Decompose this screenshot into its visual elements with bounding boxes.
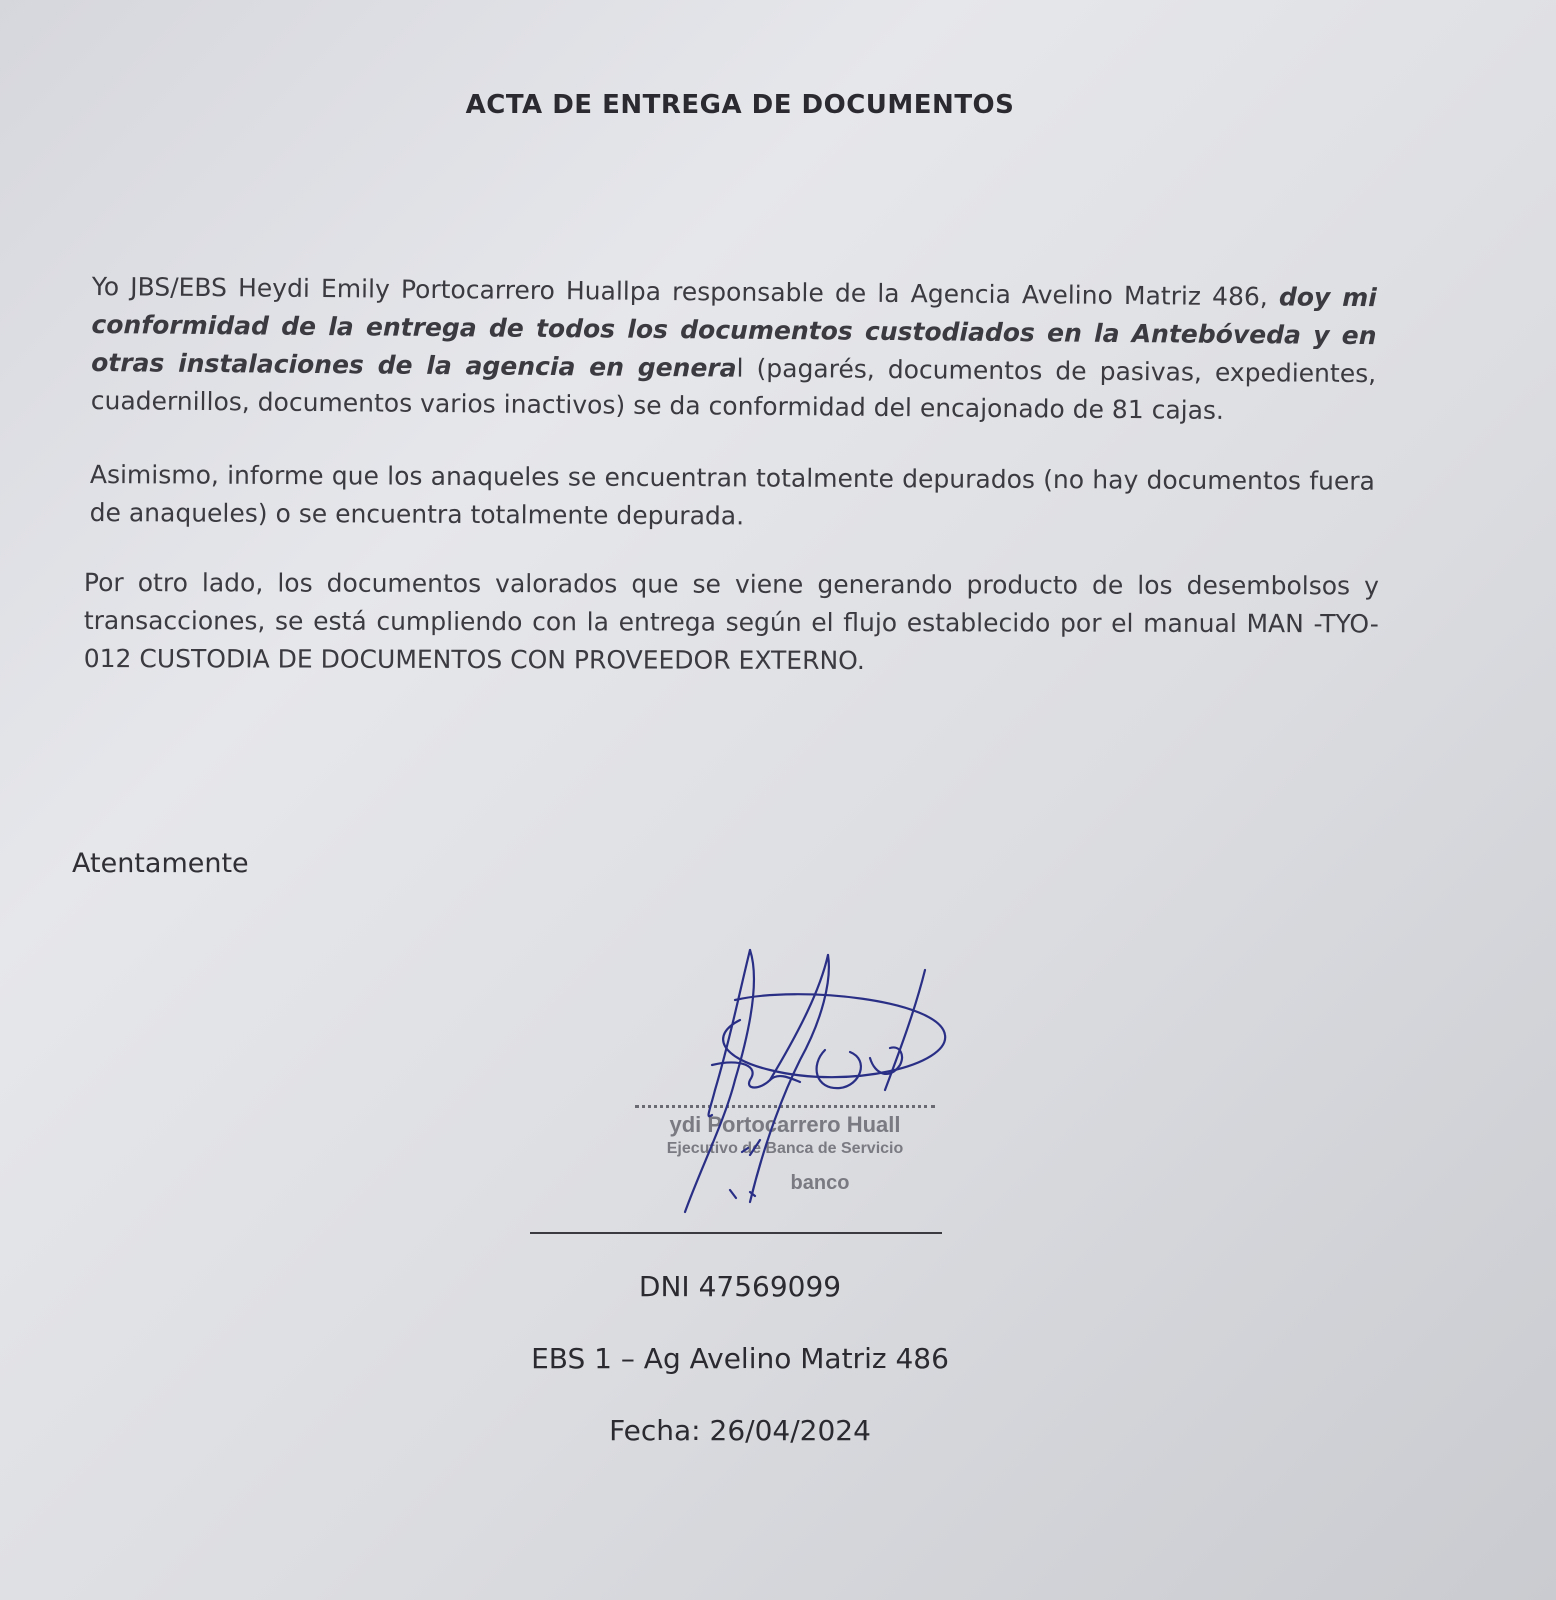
paragraph-valued-documents: Por otro lado, los documentos valorados que se viene generando producto de los desembolsos y transacciones, se está cumpliendo con la entrega según el flujo establecido por el manual MAN -TYO- 012 CUSTODIA DE DOCUMENTOS CON PROVEEDOR EXTERNO. xyxy=(83,568,1379,676)
signer-dni: DNI 47569099 xyxy=(638,1270,842,1303)
signature-block xyxy=(600,940,980,1220)
handwritten-signature xyxy=(600,940,980,1220)
stamp-role: Ejecutivo de Banca de Servicio xyxy=(666,1140,904,1157)
stamp-bank: banco xyxy=(790,1172,850,1194)
paragraph-conformity-rest: l (pagarés, documentos de pasivas, expedientes, cuadernillos, documentos varios inactivos) se da conformidad del encajonado de 81 cajas. xyxy=(90,353,1377,425)
paragraph-shelves: Asimismo, informe que los anaqueles se encuentran totalmente depurados (no hay documentos fuera de anaqueles) o se encuentra totalmente depurada. xyxy=(89,459,1375,531)
closing-text: Atentamente xyxy=(72,848,249,879)
signer-date: Fecha: 26/04/2024 xyxy=(609,1414,871,1447)
stamp-name: ydi Portocarrero Huall xyxy=(669,1112,901,1137)
paragraph-conformity-intro: Yo JBS/EBS Heydi Emily Portocarrero Huallpa responsable de la Agencia Avelino Matriz 486, xyxy=(91,271,1280,312)
signer-position: EBS 1 – Ag Avelino Matriz 486 xyxy=(531,1342,949,1375)
document-title: ACTA DE ENTREGA DE DOCUMENTOS xyxy=(465,90,1015,120)
signature-line xyxy=(530,1232,942,1234)
paragraph-conformity xyxy=(91,268,1377,431)
paragraph-conformity-emphasis: doy mi conformidad de la entrega de todos los documentos custodiados en la Antebóveda y en otras instalaciones de la agencia en genera xyxy=(91,282,1377,383)
